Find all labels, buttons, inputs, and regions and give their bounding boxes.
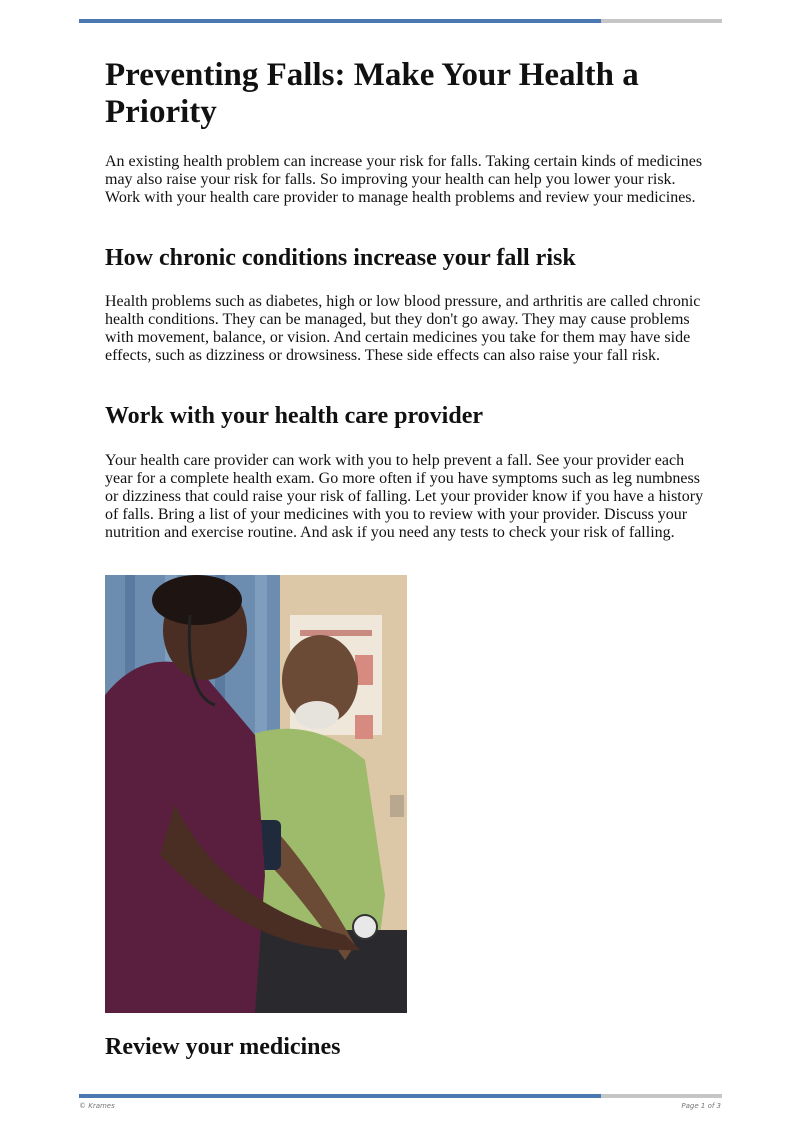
document-body (105, 57, 705, 1060)
section-body-chronic-conditions: Health problems such as diabetes, high or low blood pressure, and arthritis are called chronic health conditions. They can be managed, but they don't go away. They may cause problems with movement, balance, or vision. And certain medicines you take for them may have side effects, such as dizziness or drowsiness. These side effects can also raise your fall risk. (105, 293, 701, 364)
section-heading-review-medicines: Review your medicines (105, 1034, 341, 1060)
header-rule (79, 19, 722, 23)
section-heading-health-care-provider: Work with your health care provider (105, 403, 483, 429)
footer-rule (79, 1094, 722, 1098)
footer-page-number: Page 1 of 3 (681, 1102, 721, 1110)
intro-paragraph: An existing health problem can increase your risk for falls. Taking certain kinds of medicines may also raise your risk for falls. So improving your health can help you lower your risk. Work with your health care provider to manage health problems and review your medicines. (105, 153, 703, 206)
section-heading-chronic-conditions: How chronic conditions increase your fall risk (105, 245, 576, 271)
footer-copyright: © Krames (79, 1102, 115, 1110)
photo-nurse-checking-blood-pressure (105, 575, 407, 1013)
section-body-health-care-provider: Your health care provider can work with you to help prevent a fall. See your provider each year for a complete health exam. Go more often if you have symptoms such as leg numbness or dizziness that could raise your risk of falling. Let your provider know if you have a history of falls. Bring a list of your medicines with you to review with your provider. Discuss your nutrition and exercise routine. And ask if you need any tests to check your risk of falling. (105, 452, 704, 541)
document-title: Preventing Falls: Make Your Health a Priority (105, 57, 639, 130)
footer-rule-accent (79, 1094, 601, 1098)
header-rule-accent (79, 19, 601, 23)
